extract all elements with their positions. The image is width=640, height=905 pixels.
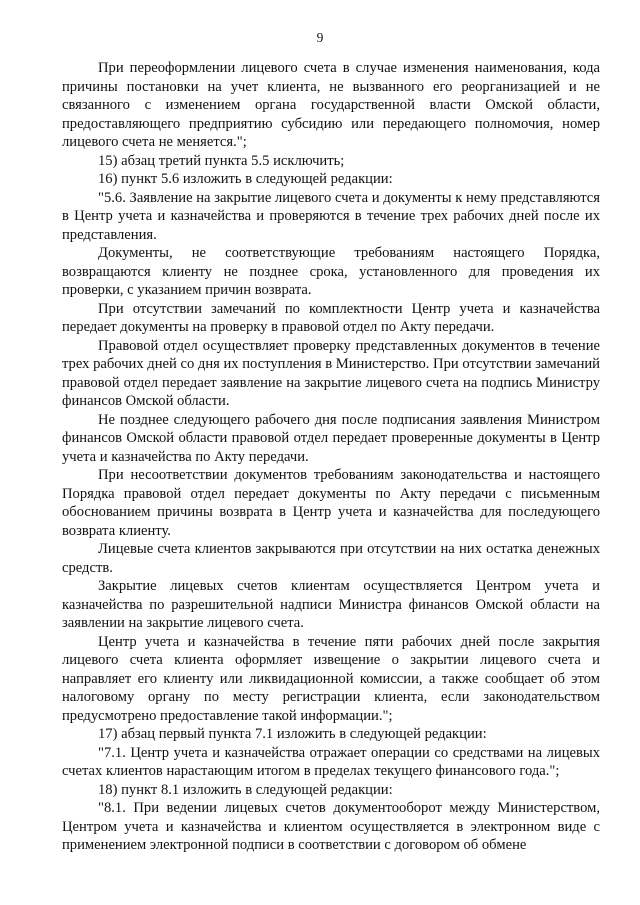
paragraph: 15) абзац третий пункта 5.5 исключить; bbox=[98, 152, 345, 169]
paragraph: При переоформлении лицевого счета в случае изменения наименования, кода причины постановки на учет клиента, не вызванного его реорганизацией и не связанного с изменением органа государственной власти Омской области, предоставляющего предприятию субсидию или передающего полномочия, номер лицевого счета не меняется."; bbox=[62, 60, 600, 150]
page-number: 9 bbox=[316, 30, 324, 45]
paragraph: Документы, не соответствующие требованиям настоящего Порядка, возвращаются клиенту не позднее срока, установленного для проведения их проверки, с указанием причин возврата. bbox=[62, 245, 600, 298]
paragraph: "5.6. Заявление на закрытие лицевого счета и документы к нему представляются в Центр учета и казначейства и проверяются в течение трех рабочих дней после их представления. bbox=[62, 189, 600, 243]
document-body bbox=[62, 59, 600, 855]
paragraph: Центр учета и казначейства в течение пяти рабочих дней после закрытия лицевого счета клиента оформляет извещение о закрытии лицевого счета и направляет его клиенту или ликвидационной комиссии, а также сообщает об этом налоговому органу по месту регистрации клиента, если законодательством предусмотрено предоставление такой информации."; bbox=[62, 633, 600, 724]
paragraph: Правовой отдел осуществляет проверку представленных документов в течение трех рабочих дней со дня их поступления в Министерство. При отсутствии замечаний правовой отдел передает заявление на закрытие лицевого счета на подпись Министру финансов Омской области. bbox=[62, 337, 600, 409]
paragraph: При несоответствии документов требованиям законодательства и настоящего Порядка правовой отдел передает документы по Акту передачи с письменным обоснованием причины возврата в Центр учета и казначейства для последующего возврата клиенту. bbox=[62, 467, 600, 539]
paragraph: "7.1. Центр учета и казначейства отражает операции со средствами на лицевых счетах клиентов нарастающим итогом в пределах текущего финансового года."; bbox=[62, 744, 600, 779]
paragraph: 16) пункт 5.6 изложить в следующей редакции: bbox=[98, 171, 393, 187]
paragraph: 18) пункт 8.1 изложить в следующей редакции: bbox=[98, 781, 393, 798]
paragraph: "8.1. При ведении лицевых счетов документооборот между Министерством, Центром учета и казначейства и клиентом осуществляется в электронном виде с применением электронной подписи в соответствии с договором об обмене bbox=[62, 800, 600, 853]
paragraph: 17) абзац первый пункта 7.1 изложить в следующей редакции: bbox=[98, 726, 487, 742]
paragraph: При отсутствии замечаний по комплектности Центр учета и казначейства передает документы на проверку в правовой отдел по Акту передачи. bbox=[62, 300, 600, 335]
paragraph: Лицевые счета клиентов закрываются при отсутствии на них остатка денежных средств. bbox=[62, 541, 600, 576]
paragraph: Не позднее следующего рабочего дня после подписания заявления Министром финансов Омской области правовой отдел передает проверенные документы в Центр учета и казначейства по Акту передачи. bbox=[62, 411, 600, 465]
paragraph: Закрытие лицевых счетов клиентам осуществляется Центром учета и казначейства по разрешительной надписи Министра финансов Омской области на заявлении на закрытие лицевого счета. bbox=[62, 578, 600, 631]
